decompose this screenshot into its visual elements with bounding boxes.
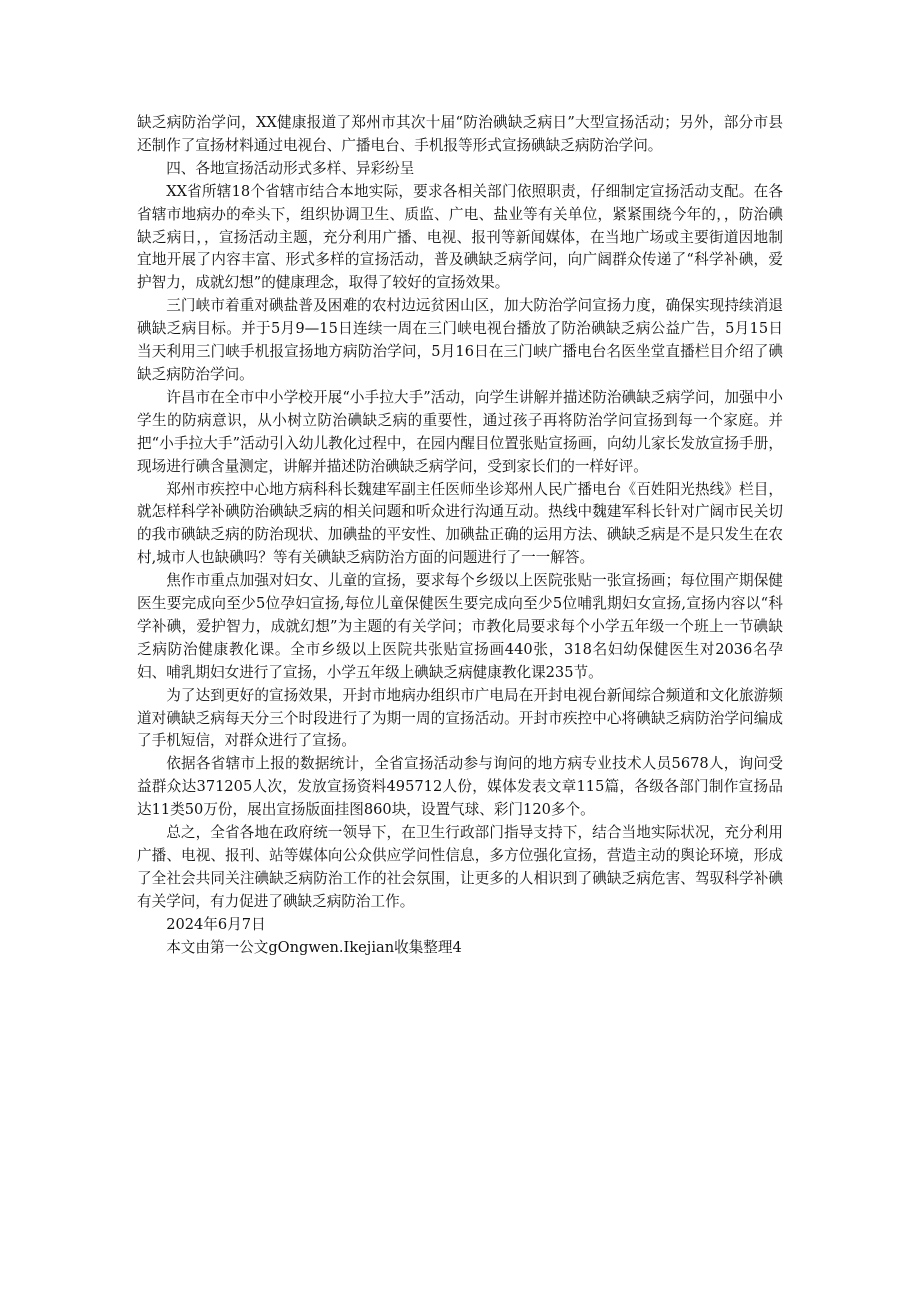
- document-date: 2024年6月7日: [166, 915, 266, 933]
- paragraph-province-overview: XX省所辖18个省辖市结合本地实际，要求各相关部门依照职责，仔细制定宣扬活动支配。在各省辖市地病办的牵头下，组织协调卫生、质监、广电、盐业等有关单位，紧紧围绕今年的，，防治碘缺乏病日，，宣扬活动主题，充分利用广播、电视、报刊等新闻媒体，在当地广场或主要街道因地制宜地开展了内容丰富、形式多样的宣扬活动，普及碘缺乏病学问，向广阔群众传递了“科学补碘，爱护智力，成就幻想”的健康理念，取得了较好的宣扬效果。: [137, 182, 783, 292]
- paragraph-jiaozuo: 焦作市重点加强对妇女、儿童的宣扬，要求每个乡级以上医院张贴一张宣扬画；每位围产期保健医生要完成向至少5位孕妇宣扬,每位儿童保健医生要完成向至少5位哺乳期妇女宣扬,宣扬内容以“科学补碘，爱护智力，成就幻想”为主题的有关学问；市教化局要求每个小学五年级一个班上一节碘缺乏病防治健康教化课。全市乡级以上医院共张贴宣扬画440张，318名妇幼保健医生对2036名孕妇、哺乳期妇女进行了宣扬，小学五年级上碘缺乏病健康教化课235节。: [137, 572, 783, 681]
- paragraph-sanmenxia: 三门峡市着重对碘盐普及困难的农村边远贫困山区，加大防治学问宣扬力度，确保实现持续消退碘缺乏病目标。并于5月9—15日连续一周在三门峡电视台播放了防治碘缺乏病公益广告，5月15日当天利用三门峡手机报宣扬地方病防治学问，5月16日在三门峡广播电台名医坐堂直播栏目介绍了碘缺乏病防治学问。: [137, 297, 783, 383]
- document-footer-note: 本文由第一公文gOngwen.Ikejian收集整理4: [166, 938, 462, 956]
- paragraph-kaifeng: 为了达到更好的宣扬效果，开封市地病办组织市广电局在开封电视台新闻综合频道和文化旅游频道对碘缺乏病每天分三个时段进行了为期一周的宣扬活动。开封市疾控中心将碘缺乏病防治学问编成了手机短信，对群众进行了宣扬。: [137, 686, 783, 750]
- paragraph-statistics: 依据各省辖市上报的数据统计，全省宣扬活动参与询问的地方病专业技术人员5678人，询问受益群众达371205人次，发放宣扬资料495712人份，媒体发表文章115篇，各级各部门制作宣扬品达11类50万份，展出宣扬版面挂图860块，设置气球、彩门120多个。: [137, 755, 783, 819]
- paragraph-summary: 总之，全省各地在政府统一领导下，在卫生行政部门指导支持下，结合当地实际状况，充分利用广播、电视、报刊、站等媒体向公众供应学问性信息，多方位强化宣扬，营造主动的舆论环境，形成了全社会共同关注碘缺乏病防治工作的社会氛围，让更多的人相识到了碘缺乏病危害、驾驭科学补碘有关学问，有力促进了碘缺乏病防治工作。: [137, 824, 783, 910]
- paragraph-xuchang: 许昌市在全市中小学校开展“小手拉大手”活动，向学生讲解并描述防治碘缺乏病学问，加强中小学生的防病意识，从小树立防治碘缺乏病的重要性，通过孩子再将防治学问宣扬到每一个家庭。并把“小手拉大手”活动引入幼儿教化过程中，在园内醒目位置张贴宣扬画，向幼儿家长发放宣扬手册，现场进行碘含量测定，讲解并描述防治碘缺乏病学问，受到家长们的一样好评。: [137, 388, 783, 475]
- section-heading: 四、各地宣扬活动形式多样、异彩纷呈: [166, 159, 415, 177]
- paragraph-zhengzhou: 郑州市疾控中心地方病科科长魏建军副主任医师坐诊郑州人民广播电台《百姓阳光热线》栏目，就怎样科学补碘防治碘缺乏病的相关问题和听众进行沟通互动。热线中魏建军科长针对广阔市民关切的我市碘缺乏病的防治现状、加碘盐的平安性、加碘盐正确的运用方法、碘缺乏病是不是只发生在农村,城市人也缺碘吗？等有关碘缺乏病防治方面的问题进行了一一解答。: [137, 480, 783, 567]
- paragraph-continuation: 缺乏病防治学问，XX健康报道了郑州市其次十届“防治碘缺乏病日”大型宣扬活动；另外，部分市县还制作了宣扬材料通过电视台、广播电台、手机报等形式宣扬碘缺乏病防治学问。: [137, 114, 783, 154]
- document-page: [137, 112, 783, 960]
